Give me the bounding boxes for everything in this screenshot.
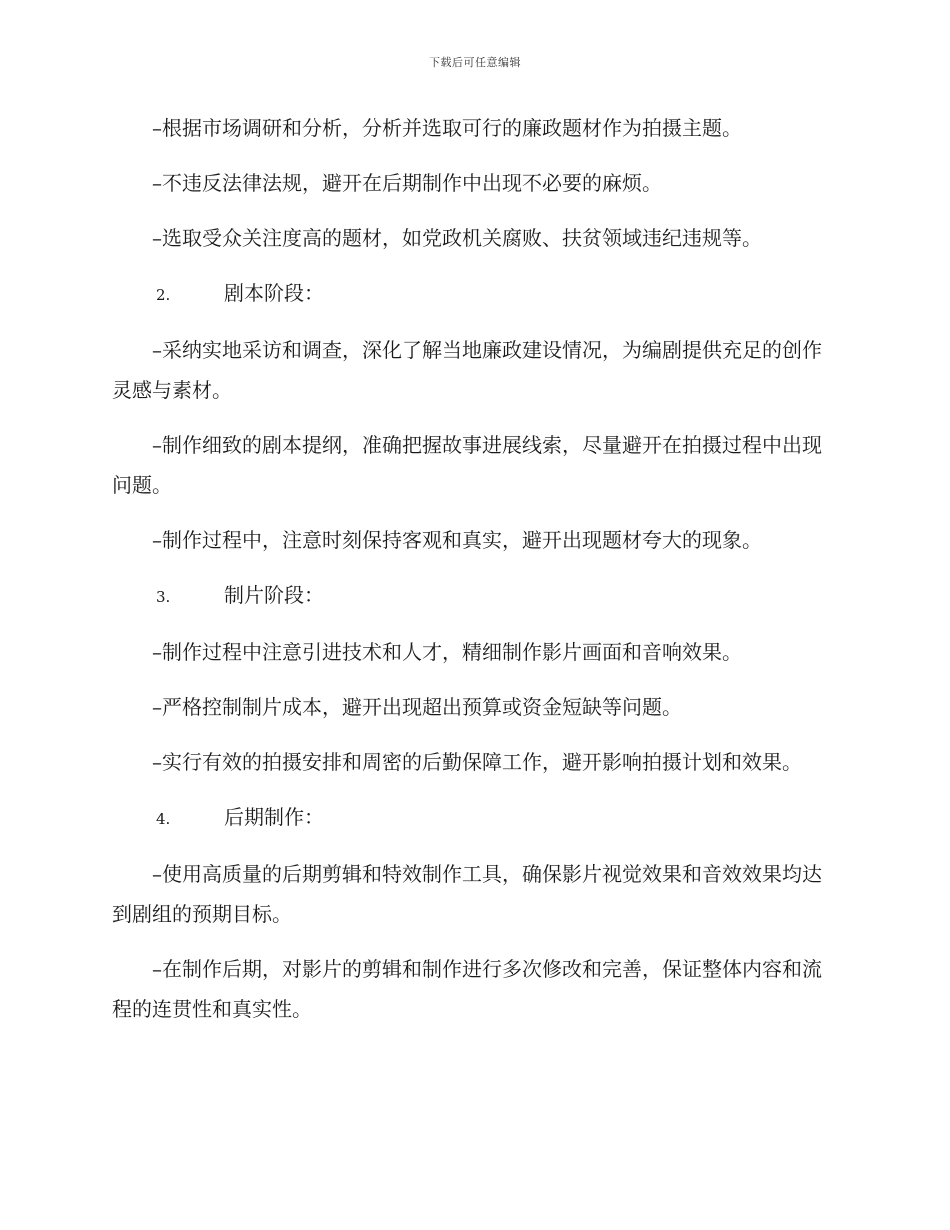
paragraph: –在制作后期，对影片的剪辑和制作进行多次修改和完善，保证整体内容和流程的连贯性和真实性。 (112, 957, 822, 1021)
section-heading (112, 273, 824, 315)
section-title: 剧本阶段： (224, 281, 324, 305)
paragraph: –采纳实地采访和调查，深化了解当地廉政建设情况，为编剧提供充足的创作灵感与素材。 (112, 338, 822, 402)
paragraph: –不违反法律法规，避开在后期制作中出现不必要的麻烦。 (152, 171, 662, 195)
paragraph: –制作过程中，注意时刻保持客观和真实，避开出现题材夸大的现象。 (152, 528, 762, 552)
paragraph: –根据市场调研和分析，分析并选取可行的廉政题材作为拍摄主题。 (152, 116, 742, 140)
paragraph: –使用高质量的后期剪辑和特效制作工具，确保影片视觉效果和音效效果均达到剧组的预期目标。 (112, 862, 822, 926)
paragraph: –制作过程中注意引进技术和人才，精细制作影片画面和音响效果。 (152, 640, 742, 664)
page-header: 下载后可任意编辑 (429, 56, 521, 69)
section-number: 4. (156, 810, 171, 828)
paragraph: –严格控制制片成本，避开出现超出预算或资金短缺等问题。 (152, 695, 682, 719)
paragraph: –选取受众关注度高的题材，如党政机关腐败、扶贫领域违纪违规等。 (152, 226, 762, 250)
section-heading (112, 575, 824, 617)
paragraph: –实行有效的拍摄安排和周密的后勤保障工作，避开影响拍摄计划和效果。 (152, 750, 802, 774)
document-body (112, 108, 824, 1044)
section-heading (112, 797, 824, 839)
section-number: 2. (156, 286, 171, 304)
section-title: 制片阶段： (224, 583, 324, 607)
section-title: 后期制作： (224, 805, 324, 829)
section-number: 3. (156, 588, 171, 606)
paragraph: –制作细致的剧本提纲，准确把握故事进展线索，尽量避开在拍摄过程中出现问题。 (112, 433, 822, 497)
